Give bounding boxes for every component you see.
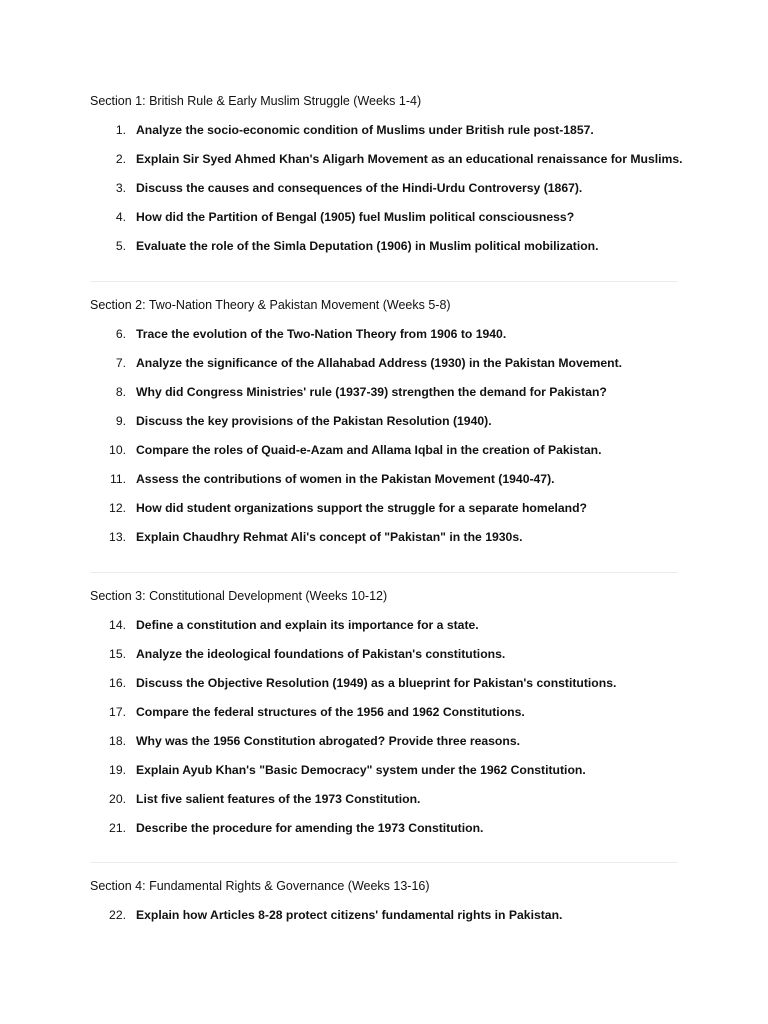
question-number: 14. (109, 618, 126, 632)
question-item (90, 120, 680, 149)
question-number: 11. (109, 472, 126, 486)
question-item (90, 760, 680, 789)
section-title: Section 1: British Rule & Early Muslim Struggle (Weeks 1-4) (90, 94, 422, 108)
question-item (90, 324, 680, 353)
question-text: Evaluate the role of the Simla Deputation (1906) in Muslim political mobilization. (136, 239, 599, 253)
question-text: How did the Partition of Bengal (1905) fuel Muslim political consciousness? (136, 210, 575, 224)
question-number: 21. (109, 821, 126, 835)
question-number: 2. (115, 152, 126, 166)
question-item (90, 178, 680, 207)
question-item (90, 207, 680, 236)
question-item (90, 789, 680, 818)
question-text: Describe the procedure for amending the 1973 Constitution. (136, 821, 484, 835)
question-text: Analyze the significance of the Allahabad Address (1930) in the Pakistan Movement. (136, 356, 623, 370)
question-text: Define a constitution and explain its importance for a state. (136, 618, 479, 632)
question-number: 9. (115, 414, 126, 428)
section-1 (90, 91, 683, 265)
question-item (90, 527, 680, 556)
section-title: Section 3: Constitutional Development (Weeks 10-12) (90, 589, 388, 603)
section-2 (90, 295, 680, 556)
section-title: Section 4: Fundamental Rights & Governance (Weeks 13-16) (90, 879, 430, 893)
question-text: Explain Sir Syed Ahmed Khan's Aligarh Movement as an educational renaissance for Muslims. (136, 152, 683, 166)
section-3 (90, 586, 680, 847)
question-number: 16. (109, 676, 126, 690)
question-number: 8. (115, 385, 126, 399)
question-item (90, 382, 680, 411)
question-number: 6. (115, 327, 126, 341)
question-item (90, 673, 680, 702)
question-item (90, 615, 680, 644)
question-text: Explain how Articles 8-28 protect citizens' fundamental rights in Pakistan. (136, 908, 563, 922)
question-list (90, 120, 683, 265)
question-number: 5. (115, 239, 126, 253)
section-divider (90, 862, 678, 863)
question-item (90, 149, 683, 178)
question-text: Analyze the ideological foundations of Pakistan's constitutions. (136, 647, 506, 661)
question-list (90, 615, 680, 847)
question-text: Analyze the socio-economic condition of Muslims under British rule post-1857. (136, 123, 594, 137)
question-number: 15. (109, 647, 126, 661)
question-item (90, 236, 680, 265)
question-item (90, 469, 680, 498)
question-item (90, 905, 680, 934)
question-item (90, 498, 680, 527)
question-number: 3. (115, 181, 126, 195)
question-item (90, 731, 680, 760)
question-text: Discuss the Objective Resolution (1949) as a blueprint for Pakistan's constitutions. (136, 676, 617, 690)
question-number: 22. (109, 908, 126, 922)
question-text: How did student organizations support the struggle for a separate homeland? (136, 501, 587, 515)
question-number: 19. (109, 763, 126, 777)
section-4 (90, 876, 680, 934)
question-item (90, 353, 680, 382)
question-item (90, 440, 680, 469)
question-text: Compare the roles of Quaid-e-Azam and Allama Iqbal in the creation of Pakistan. (136, 443, 602, 457)
question-text: Explain Chaudhry Rehmat Ali's concept of "Pakistan" in the 1930s. (136, 530, 523, 544)
section-divider (90, 281, 678, 282)
question-item (90, 818, 680, 847)
question-text: List five salient features of the 1973 Constitution. (136, 792, 421, 806)
question-number: 13. (109, 530, 126, 544)
question-list (90, 324, 680, 556)
question-item (90, 411, 680, 440)
question-text: Discuss the key provisions of the Pakistan Resolution (1940). (136, 414, 492, 428)
question-text: Assess the contributions of women in the Pakistan Movement (1940-47). (136, 472, 555, 486)
question-text: Why did Congress Ministries' rule (1937-39) strengthen the demand for Pakistan? (136, 385, 607, 399)
question-number: 7. (115, 356, 126, 370)
question-text: Compare the federal structures of the 1956 and 1962 Constitutions. (136, 705, 525, 719)
question-item (90, 644, 680, 673)
question-text: Why was the 1956 Constitution abrogated? Provide three reasons. (136, 734, 520, 748)
question-number: 4. (115, 210, 126, 224)
question-number: 20. (109, 792, 126, 806)
question-text: Explain Ayub Khan's "Basic Democracy" system under the 1962 Constitution. (136, 763, 586, 777)
question-number: 18. (109, 734, 126, 748)
question-number: 12. (109, 501, 126, 515)
question-text: Trace the evolution of the Two-Nation Theory from 1906 to 1940. (136, 327, 507, 341)
question-number: 1. (115, 123, 126, 137)
question-list (90, 905, 680, 934)
question-item (90, 702, 680, 731)
section-title: Section 2: Two-Nation Theory & Pakistan Movement (Weeks 5-8) (90, 298, 451, 312)
question-text: Discuss the causes and consequences of the Hindi-Urdu Controversy (1867). (136, 181, 583, 195)
question-number: 17. (109, 705, 126, 719)
question-number: 10. (109, 443, 126, 457)
section-divider (90, 572, 678, 573)
